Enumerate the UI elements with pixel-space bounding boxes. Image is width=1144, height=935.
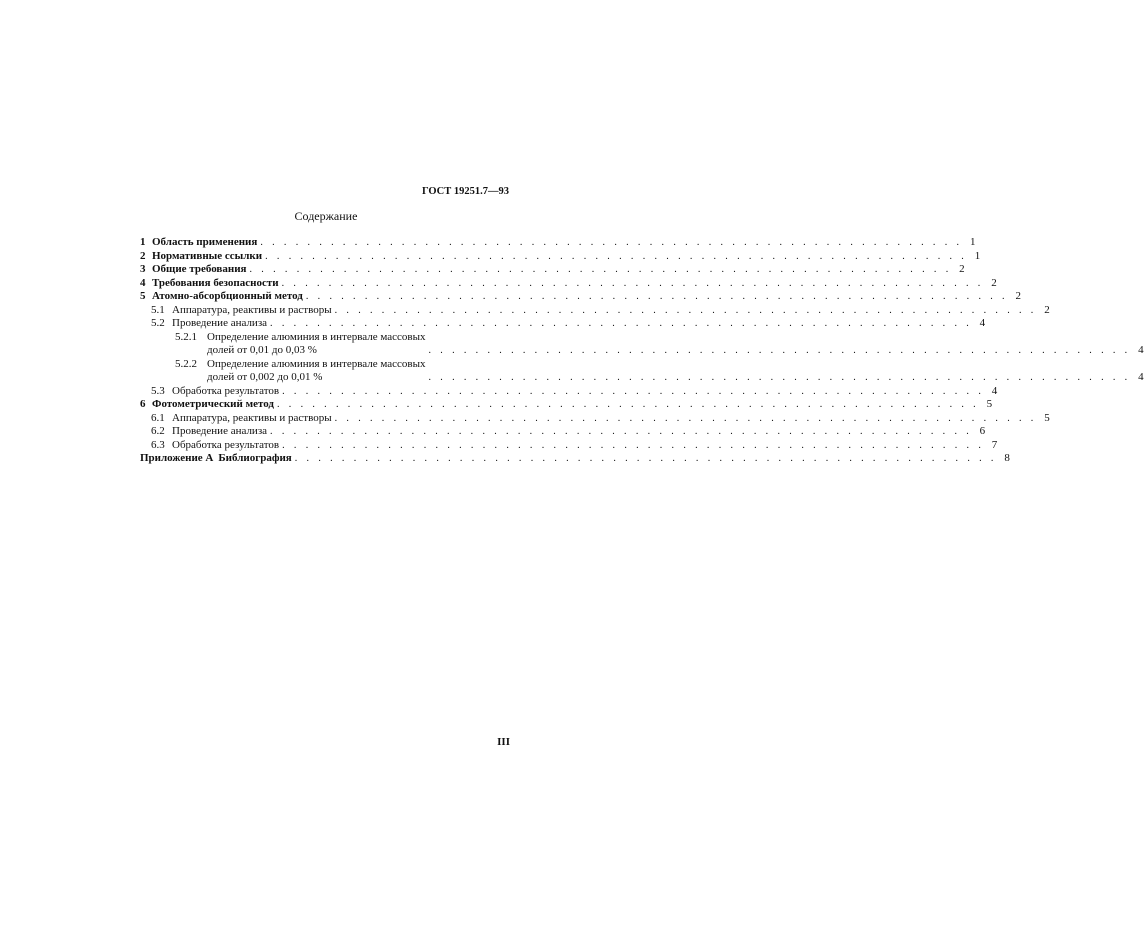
- toc-entry-page: 2: [991, 276, 997, 289]
- toc-entry-number: 6.3: [151, 438, 165, 451]
- toc-entry-page: 2: [1044, 303, 1050, 316]
- toc-entry-page: 2: [1015, 290, 1021, 302]
- toc-entry-label: Область применения: [152, 236, 258, 248]
- toc-entry-label: Обработка результатов: [172, 384, 280, 397]
- toc-entry-page: 6: [979, 425, 986, 437]
- toc-entry-page: 4: [1138, 371, 1144, 383]
- toc-entry[interactable]: [140, 398, 993, 412]
- toc-entry-label: Библиография: [218, 452, 292, 464]
- page-number: III: [497, 736, 510, 748]
- toc-entry-page: 2: [959, 263, 965, 275]
- toc-entry[interactable]: [140, 303, 1050, 318]
- toc-leader-dots: . . . . . . . . . . . . . . . . . . . . . . . . . . . . . . . . . . . . . . . . . . . . . . . . . . . . . . . . . . . .: [294, 453, 997, 464]
- toc-entry-label: Аппаратура, реактивы и растворы: [172, 411, 332, 424]
- toc-entry[interactable]: [140, 263, 965, 277]
- toc-entry-label-line1: Определение алюминия в интервале массовых: [207, 330, 426, 343]
- toc-leader-dots: . . . . . . . . . . . . . . . . . . . . . . . . . . . . . . . . . . . . . . . . . . . . . . . . . . . . . . . . . . . .: [282, 439, 985, 451]
- toc-entry-page: 4: [991, 384, 998, 397]
- toc-entry-label: [207, 331, 425, 358]
- toc-entry-label-line2: долей от 0,01 до 0,03 %: [207, 344, 317, 356]
- toc-entry[interactable]: [140, 357, 1144, 385]
- toc-leader-dots: . . . . . . . . . . . . . . . . . . . . . . . . . . . . . . . . . . . . . . . . . . . . . . . . . . . . . . . . . . . .: [276, 399, 980, 410]
- toc-entry-number: 2: [140, 249, 146, 262]
- toc-leader-dots: . . . . . . . . . . . . . . . . . . . . . . . . . . . . . . . . . . . . . . . . . . . . . . . . . . . . . . . . . . . .: [334, 304, 1037, 316]
- toc-entry-page: 4: [1138, 344, 1144, 356]
- toc-leader-dots: . . . . . . . . . . . . . . . . . . . . . . . . . . . . . . . . . . . . . . . . . . . . . . . . . . . . . . . . . . . .: [265, 250, 968, 262]
- toc-entry-label-line2: долей от 0,002 до 0,01 %: [207, 371, 323, 383]
- toc-entry-page: 8: [1004, 452, 1010, 464]
- toc-entry-number: 1: [140, 236, 146, 248]
- toc-entry-label: Нормативные ссылки: [152, 249, 263, 262]
- toc-entry-number: 5.2.1: [175, 330, 197, 343]
- toc-entry-label: Атомно-абсорбционный метод: [152, 290, 303, 302]
- toc-entry-number: 6.2: [151, 425, 165, 437]
- toc-entry-page: 1: [974, 249, 981, 262]
- toc-entry-page: 4: [979, 317, 986, 329]
- toc-entry-number: 6: [140, 398, 146, 410]
- toc-entry-page: 5: [986, 398, 993, 410]
- toc-entry-number: 5.1: [151, 303, 165, 316]
- toc-entry-label: Проведение анализа: [172, 317, 268, 329]
- toc-leader-dots: . . . . . . . . . . . . . . . . . . . . . . . . . . . . . . . . . . . . . . . . . . . . . . . . . . . . . . . . . . . .: [334, 412, 1037, 424]
- toc-entry-label: Аппаратура, реактивы и растворы: [172, 303, 332, 316]
- toc-entry-page: 1: [969, 236, 976, 248]
- toc-entry-label: Фотометрический метод: [152, 398, 274, 410]
- toc-entry[interactable]: [140, 276, 997, 291]
- toc-entry-page: 7: [991, 438, 998, 451]
- toc-entry[interactable]: [140, 290, 1021, 304]
- toc-entry-number: 5.2.2: [175, 357, 197, 370]
- toc-entry-label: [207, 358, 425, 385]
- toc-leader-dots: . . . . . . . . . . . . . . . . . . . . . . . . . . . . . . . . . . . . . . . . . . . . . . . . . . . . . . . . . . . .: [428, 345, 1131, 356]
- toc-entry-label-line1: Определение алюминия в интервале массовых: [207, 357, 426, 370]
- toc-entry-number: Приложение А: [140, 452, 214, 464]
- toc-entry-number: 5: [140, 290, 146, 302]
- toc-entry-number: 3: [140, 263, 146, 275]
- toc-entry[interactable]: [140, 438, 998, 453]
- toc-entry[interactable]: [140, 317, 986, 331]
- toc-title: Содержание: [294, 209, 358, 223]
- document-code: ГОСТ 19251.7—93: [421, 186, 509, 197]
- toc-entry-number: 5.2: [151, 317, 165, 329]
- toc-entry-number: 5.3: [151, 384, 165, 397]
- toc-entry-label: Требования безопасности: [152, 276, 279, 289]
- toc-leader-dots: . . . . . . . . . . . . . . . . . . . . . . . . . . . . . . . . . . . . . . . . . . . . . . . . . . . . . . . . . . . .: [260, 237, 963, 248]
- toc-leader-dots: . . . . . . . . . . . . . . . . . . . . . . . . . . . . . . . . . . . . . . . . . . . . . . . . . . . . . . . . . . . .: [428, 372, 1131, 383]
- table-of-contents: [140, 236, 1144, 466]
- toc-entry-number: 6.1: [151, 411, 165, 424]
- toc-entry[interactable]: [140, 236, 976, 250]
- toc-entry-page: 5: [1044, 411, 1050, 424]
- toc-entry-label: Обработка результатов: [172, 438, 280, 451]
- toc-entry[interactable]: [140, 249, 981, 264]
- toc-entry[interactable]: [140, 425, 986, 439]
- toc-leader-dots: . . . . . . . . . . . . . . . . . . . . . . . . . . . . . . . . . . . . . . . . . . . . . . . . . . . . . . . . . . . .: [281, 277, 984, 289]
- toc-entry-label: Проведение анализа: [172, 425, 268, 437]
- toc-leader-dots: . . . . . . . . . . . . . . . . . . . . . . . . . . . . . . . . . . . . . . . . . . . . . . . . . . . . . . . . . . . .: [249, 264, 952, 275]
- toc-leader-dots: . . . . . . . . . . . . . . . . . . . . . . . . . . . . . . . . . . . . . . . . . . . . . . . . . . . . . . . . . . . .: [270, 426, 973, 437]
- toc-leader-dots: . . . . . . . . . . . . . . . . . . . . . . . . . . . . . . . . . . . . . . . . . . . . . . . . . . . . . . . . . . . .: [305, 291, 1008, 302]
- toc-leader-dots: . . . . . . . . . . . . . . . . . . . . . . . . . . . . . . . . . . . . . . . . . . . . . . . . . . . . . . . . . . . .: [270, 318, 973, 329]
- toc-entry[interactable]: [140, 384, 998, 399]
- toc-entry-label: Общие требования: [152, 263, 247, 275]
- toc-entry-number: 4: [140, 276, 146, 289]
- toc-leader-dots: . . . . . . . . . . . . . . . . . . . . . . . . . . . . . . . . . . . . . . . . . . . . . . . . . . . . . . . . . . . .: [282, 385, 985, 397]
- toc-entry[interactable]: [140, 330, 1144, 358]
- toc-entry[interactable]: [140, 411, 1050, 426]
- toc-entry-appendix[interactable]: [140, 452, 1010, 466]
